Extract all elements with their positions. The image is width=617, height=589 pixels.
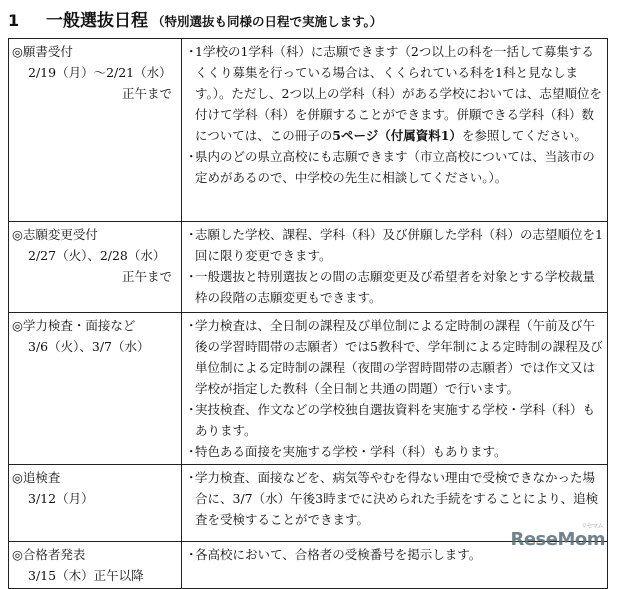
detail-text: 各高校において、合格者の受検番号を掲示します。 xyxy=(195,547,482,562)
row-label-cell xyxy=(9,542,182,589)
table-row xyxy=(9,39,608,222)
detail-reference: 5ページ（付属資料1） xyxy=(332,128,462,143)
detail-text: 一般選抜と特別選抜との間の志願変更及び希望者を対象とする学校裁量枠の段階の志願変更もできます。 xyxy=(195,269,596,305)
detail-text: 実技検査、作文などの学校独自選抜資料を実施する学校・学科（科）もあります。 xyxy=(195,402,596,438)
detail-item xyxy=(185,399,604,441)
row-label: ◎合格者発表 xyxy=(12,547,86,562)
row-dates: 3/6（火）、3/7（水） xyxy=(28,339,150,354)
detail-item xyxy=(185,224,604,266)
row-label: ◎願書受付 xyxy=(12,44,73,59)
resemom-logo-small: リセマム xyxy=(581,523,603,530)
detail-text: を参照してください。 xyxy=(461,128,587,143)
row-dates: 3/15（木）正午以降 xyxy=(28,568,144,583)
row-label: ◎追検査 xyxy=(12,470,61,485)
row-detail-cell xyxy=(182,313,608,465)
row-time: 正午まで xyxy=(121,86,172,101)
detail-item xyxy=(185,41,604,146)
section-heading xyxy=(8,6,382,32)
section-subtitle: （特別選抜も同様の日程で実施します。） xyxy=(152,14,383,29)
row-label: ◎志願変更受付 xyxy=(12,227,98,242)
detail-item xyxy=(185,146,604,188)
detail-text: 県内のどの県立高校にも志願できます（市立高校については、当該市の定めがあるので、中学校の先生に相談してください。）。 xyxy=(195,149,595,185)
resemom-logo xyxy=(510,523,605,550)
detail-text: 学力検査、面接などを、病気等やむを得ない理由で受検できなかった場合に、3/7（水）午後3時までに決められた手続をすることにより、追検査を受検することができます。 xyxy=(195,470,599,527)
row-label-cell xyxy=(9,313,182,465)
detail-item xyxy=(185,467,604,530)
table-row xyxy=(9,313,608,465)
schedule-table xyxy=(8,38,608,589)
table-row xyxy=(9,222,608,313)
row-label: ◎学力検査・面接など xyxy=(12,318,136,333)
section-title: 一般選抜日程 xyxy=(46,11,148,31)
row-dates: 3/12（月） xyxy=(28,491,94,506)
row-label-cell xyxy=(9,39,182,222)
row-dates: 2/19（月）～2/21（水） xyxy=(28,65,172,80)
row-detail-cell xyxy=(182,222,608,313)
row-label-cell xyxy=(9,465,182,542)
detail-text: 志願した学校、課程、学科（科）及び併願した学科（科）の志望順位を1回に限り変更できます。 xyxy=(195,227,603,263)
detail-item xyxy=(185,441,604,462)
detail-text: 1学校の1学科（科）に志願できます（2つ以上の科を一括して募集するくくり募集を行っている場合は、くくられている科を1科と見なします。）。ただし、2つ以上の学科（科）がある学校においては、志望順位を付けて学科（科）を併願することができます。併願できる学科（科）数については、この冊子の xyxy=(195,44,602,143)
detail-item xyxy=(185,266,604,308)
resemom-logo-text: ReseMom xyxy=(510,529,605,550)
detail-text: 特色ある面接を実施する学校・学科（科）もあります。 xyxy=(195,444,507,459)
section-number: 1 xyxy=(8,11,20,30)
row-dates: 2/27（火）、2/28（水） xyxy=(28,248,166,263)
detail-text: 学力検査は、全日制の課程及び単位制による定時制の課程（午前及び午後の学習時間帯の志願者）では5教科で、学年制による定時制の課程及び単位制による定時制の課程（夜間の学習時間帯の志願者）では作文又は学校が指定した教科（全日制と共通の問題）で行います。 xyxy=(195,318,603,396)
row-label-cell xyxy=(9,222,182,313)
detail-item xyxy=(185,315,604,399)
row-time: 正午まで xyxy=(121,269,172,284)
row-detail-cell xyxy=(182,39,608,222)
